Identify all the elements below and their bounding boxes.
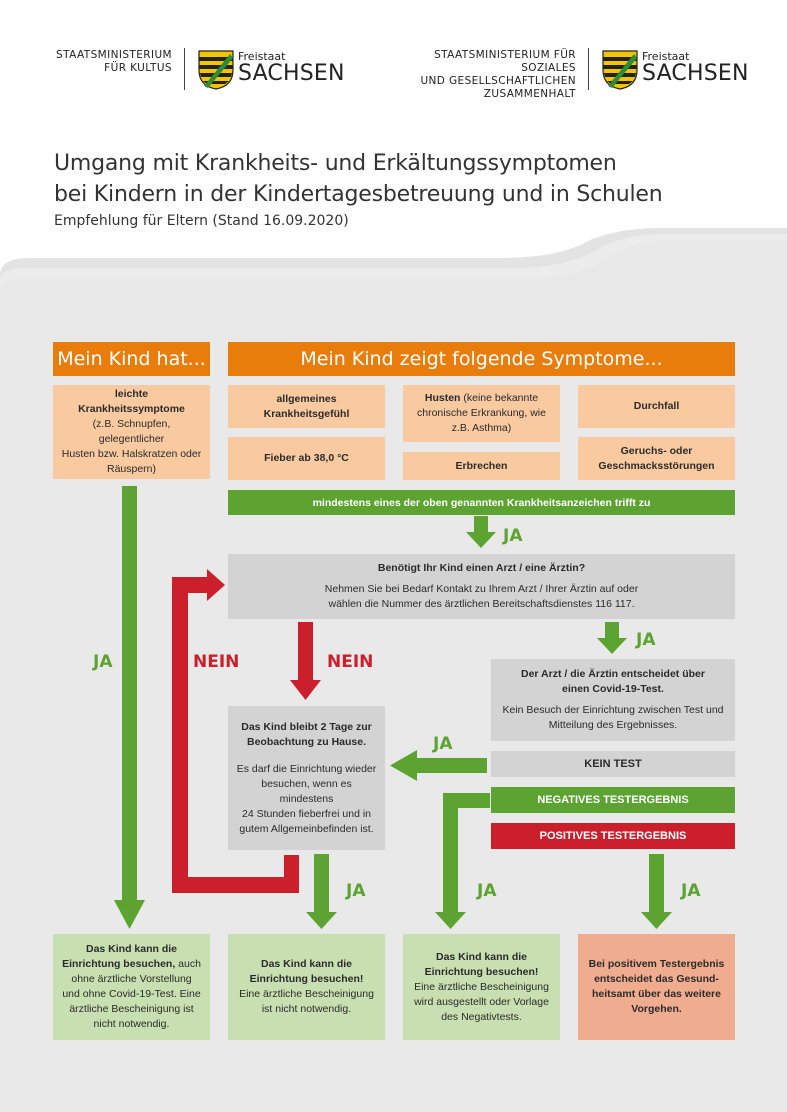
label-ja-stay-home: JA xyxy=(346,881,366,901)
negative-result-bar: NEGATIVES TESTERGEBNIS xyxy=(491,787,735,813)
sachsen-wordmark-left: Freistaat SACHSEN xyxy=(238,50,345,86)
positive-result-bar: POSITIVES TESTERGEBNIS xyxy=(491,823,735,849)
label-ja-condition: JA xyxy=(503,526,523,546)
header-wave-decoration xyxy=(0,220,787,300)
label-nein-left: NEIN xyxy=(193,652,240,672)
kein-test-bar: KEIN TEST xyxy=(491,751,735,777)
label-nein-right: NEIN xyxy=(327,652,374,672)
ministry-right-name: STAATSMINISTERIUM FÜR SOZIALES UND GESELLSCHAFTLICHEN ZUSAMMENHALT xyxy=(420,49,576,100)
outcome-mild-visit: Das Kind kann die Einrichtung besuchen, auch ohne ärztliche Vorstellung und ohne Covid-19-Test. Eine ärztliche Bescheinigung ist nicht notwendig. xyxy=(53,934,210,1040)
label-ja-kein-test: JA xyxy=(433,734,453,754)
heading-mein-kind-hat: Mein Kind hat... xyxy=(53,342,210,376)
page-subtitle: Empfehlung für Eltern (Stand 16.09.2020) xyxy=(54,213,349,229)
doctor-question-box: Benötigt Ihr Kind einen Arzt / eine Ärztin? Nehmen Sie bei Bedarf Kontakt zu Ihrem Arzt / Ihrer Ärztin auf oder wählen die Nummer des ärztlichen Bereitschaftsdienstes 116 117. xyxy=(228,554,735,619)
outcome-positive-health-office: Bei positivem Testergebnis entscheidet das Gesund- heitsamt über das weitere Vorgehen. xyxy=(578,934,735,1040)
label-ja-positive: JA xyxy=(681,881,701,901)
symptom-cough: Husten (keine bekannte chronische Erkrankung, wie z.B. Asthma) xyxy=(403,385,560,442)
doctor-decides-box: Der Arzt / die Ärztin entscheidet über einen Covid-19-Test. Kein Besuch der Einrichtung zwischen Test und Mitteilung des Ergebnisses. xyxy=(491,659,735,741)
ministry-left-name: STAATSMINISTERIUM FÜR KULTUS xyxy=(56,49,172,74)
page-title-line1: Umgang mit Krankheits- und Erkältungssymptomen xyxy=(54,151,617,176)
outcome-visit-no-certificate: Das Kind kann die Einrichtung besuchen! Eine ärztliche Bescheinigung ist nicht notwendig. xyxy=(228,934,385,1040)
logo-divider-right xyxy=(588,48,589,90)
logo-divider-left xyxy=(184,48,185,90)
condition-bar: mindestens eines der oben genannten Krankheitsanzeichen trifft zu xyxy=(228,490,735,515)
sachsen-wordmark-right: Freistaat SACHSEN xyxy=(642,50,749,86)
symptom-general: allgemeines Krankheitsgefühl xyxy=(228,385,385,428)
stay-home-box: Das Kind bleibt 2 Tage zur Beobachtung zu Hause. Es darf die Einrichtung wieder besuchen, wenn es mindestens 24 Stunden fieberfrei und in gutem Allgemeinbefinden ist. xyxy=(228,706,385,850)
saxony-coat-of-arms-icon xyxy=(602,50,638,90)
symptom-smell-taste: Geruchs- oder Geschmacksstörungen xyxy=(578,437,735,480)
symptom-diarrhea: Durchfall xyxy=(578,385,735,428)
saxony-coat-of-arms-icon xyxy=(198,50,234,90)
label-ja-left: JA xyxy=(93,652,113,672)
heading-symptome: Mein Kind zeigt folgende Symptome... xyxy=(228,342,735,376)
label-ja-negative: JA xyxy=(477,881,497,901)
mild-symptoms-box: leichte Krankheitssymptome (z.B. Schnupfen, gelegentlicher Husten bzw. Halskratzen oder Räuspern) xyxy=(53,385,210,479)
label-ja-doctor: JA xyxy=(636,630,656,650)
outcome-visit-negative-test: Das Kind kann die Einrichtung besuchen! Eine ärztliche Bescheinigung wird ausgestellt oder Vorlage des Negativtests. xyxy=(403,934,560,1040)
symptom-vomiting: Erbrechen xyxy=(403,452,560,480)
page-title-line2: bei Kindern in der Kindertagesbetreuung und in Schulen xyxy=(54,182,663,207)
symptom-fever: Fieber ab 38,0 °C xyxy=(228,437,385,480)
